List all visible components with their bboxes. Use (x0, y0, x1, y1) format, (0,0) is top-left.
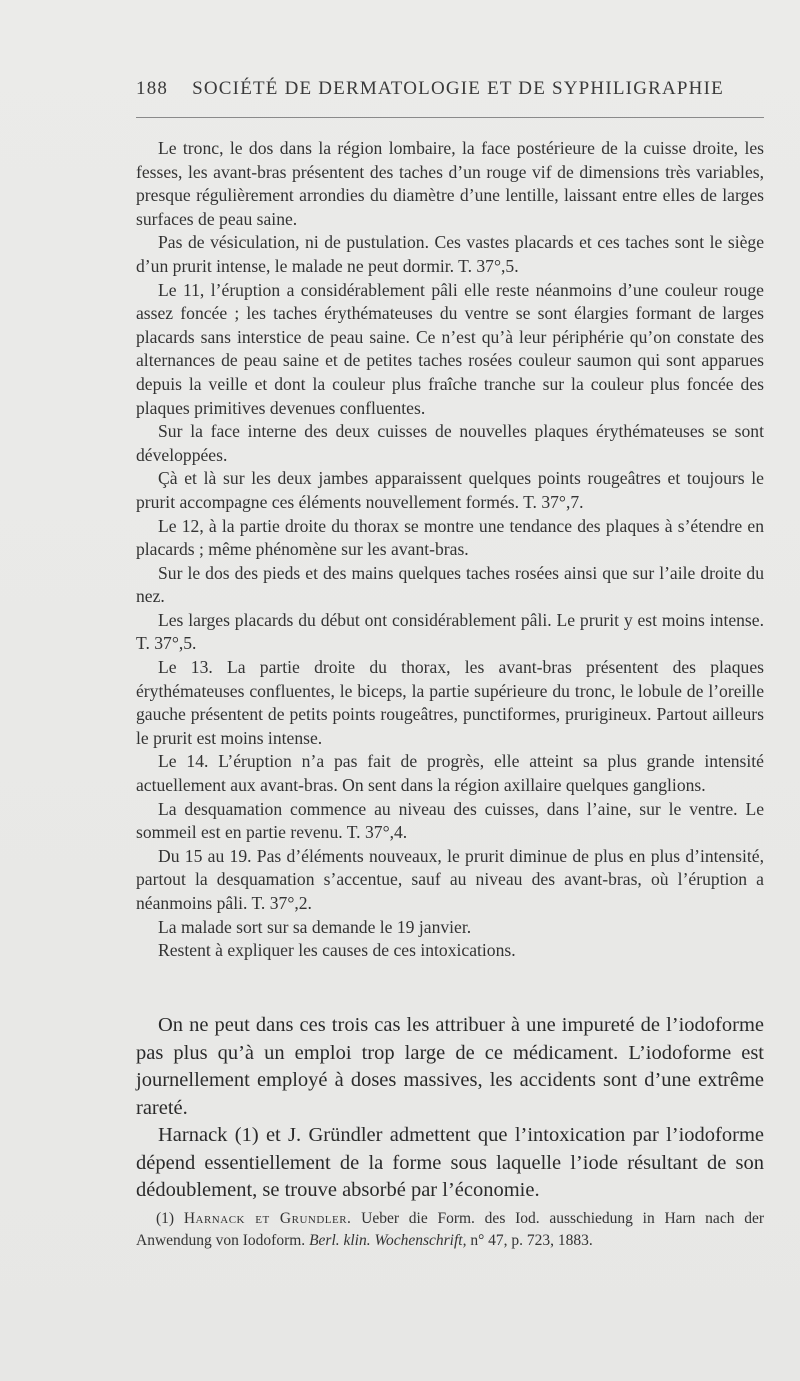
footnote (136, 1208, 764, 1252)
paragraph: Le 14. L’éruption n’a pas fait de progrès, elle atteint sa plus grande intensité actuellement aux avant-bras. On sent dans la région axillaire quelques ganglions. (136, 751, 764, 796)
paragraph: La desquamation commence au niveau des cuisses, dans l’aine, sur le ventre. Le sommeil est en partie revenu. T. 37°,4. (136, 798, 764, 843)
running-title: SOCIÉTÉ DE DERMATOLOGIE ET DE SYPHILIGRAPHIE (192, 78, 724, 99)
footnote-title: Ueber die Form. des Iod. ausschiedung in Harn nach der Anwendung von Iodoform. (136, 1210, 764, 1249)
paragraph: Le 12, à la partie droite du thorax se montre une tendance des plaques à s’étendre en placards ; même phénomène sur les avant-bras. (136, 515, 764, 560)
footnote-authors: Harnack et Grundler. (183, 1210, 352, 1227)
paragraph: Du 15 au 19. Pas d’éléments nouveaux, le prurit diminue de plus en plus d’intensité, partout la desquamation s’accentue, sauf au niveau des avant-bras, où l’éruption a néanmoins pâli. T. 37°,2. (136, 845, 764, 913)
footnote-reference: n° 47, p. 723, 1883. (470, 1232, 593, 1249)
paragraph: Le 11, l’éruption a considérablement pâli elle reste néanmoins d’une couleur rouge assez foncée ; les taches érythémateuses du ventre se sont élargies formant de larges placards sans interstice de peau saine. Ce n’est qu’à leur périphérie qu’on constate des alternances de peau saine et de petites taches rosées couleur saumon qui sont apparues depuis la veille et dont la couleur plus fraîche tranche sur la couleur plus foncée des plaques primitives devenues confluentes. (136, 279, 764, 418)
paragraph: Le 13. La partie droite du thorax, les avant-bras présentent des plaques érythémateuses confluentes, le biceps, la partie supérieure du tronc, le lobule de l’oreille gauche présentent de petits points rougeâtres, punctiformes, prurigineux. Partout ailleurs le prurit est moins intense. (136, 657, 764, 748)
paragraph: La malade sort sur sa demande le 19 janvier. (158, 916, 472, 937)
paragraph: Le tronc, le dos dans la région lombaire, la face postérieure de la cuisse droite, les fesses, les avant-bras présentent des taches d’un rouge vif de dimensions très variables, presque régulièrement arrondies du diamètre d’une lentille, laissant entre elles de larges surfaces de peau saine. (136, 138, 764, 229)
paragraph: Sur la face interne des deux cuisses de nouvelles plaques érythémateuses se sont développées. (136, 421, 764, 465)
running-header (136, 78, 764, 100)
paragraph: On ne peut dans ces trois cas les attribuer à une impureté de l’iodoforme pas plus qu’à un emploi trop large de ce médicament. L’iodoforme est journellement employé à doses massives, les accidents sont d’une extrême rareté. (136, 1014, 764, 1119)
footnote-text (136, 1208, 764, 1252)
paragraph: Les larges placards du début ont considérablement pâli. Le prurit y est moins intense. T. 37°,5. (136, 609, 764, 654)
case-report-text (136, 137, 764, 963)
paragraph: Pas de vésiculation, ni de pustulation. Ces vastes placards et ces taches sont le siège d’un prurit intense, le malade ne peut dormir. T. 37°,5. (136, 232, 764, 276)
footnote-journal: Berl. klin. Wochenschrift, (309, 1232, 467, 1249)
page-number: 188 (136, 78, 169, 99)
paragraph: Çà et là sur les deux jambes apparaissent quelques points rougeâtres et toujours le prurit accompagne ces éléments nouvellement formés. T. 37°,7. (136, 468, 764, 512)
paragraph: Sur le dos des pieds et des mains quelques taches rosées ainsi que sur l’aile droite du nez. (136, 562, 764, 607)
paragraph: Restent à expliquer les causes de ces intoxications. (158, 940, 516, 961)
paragraph: Harnack (1) et J. Gründler admettent que l’intoxication par l’iodoforme dépend essentiellement de la forme sous laquelle l’iode résultant de son dédoublement, se trouve absorbé par l’économie. (136, 1124, 764, 1201)
header-rule (136, 117, 764, 118)
footnote-marker: (1) (156, 1210, 175, 1227)
discussion-text (136, 1012, 764, 1205)
